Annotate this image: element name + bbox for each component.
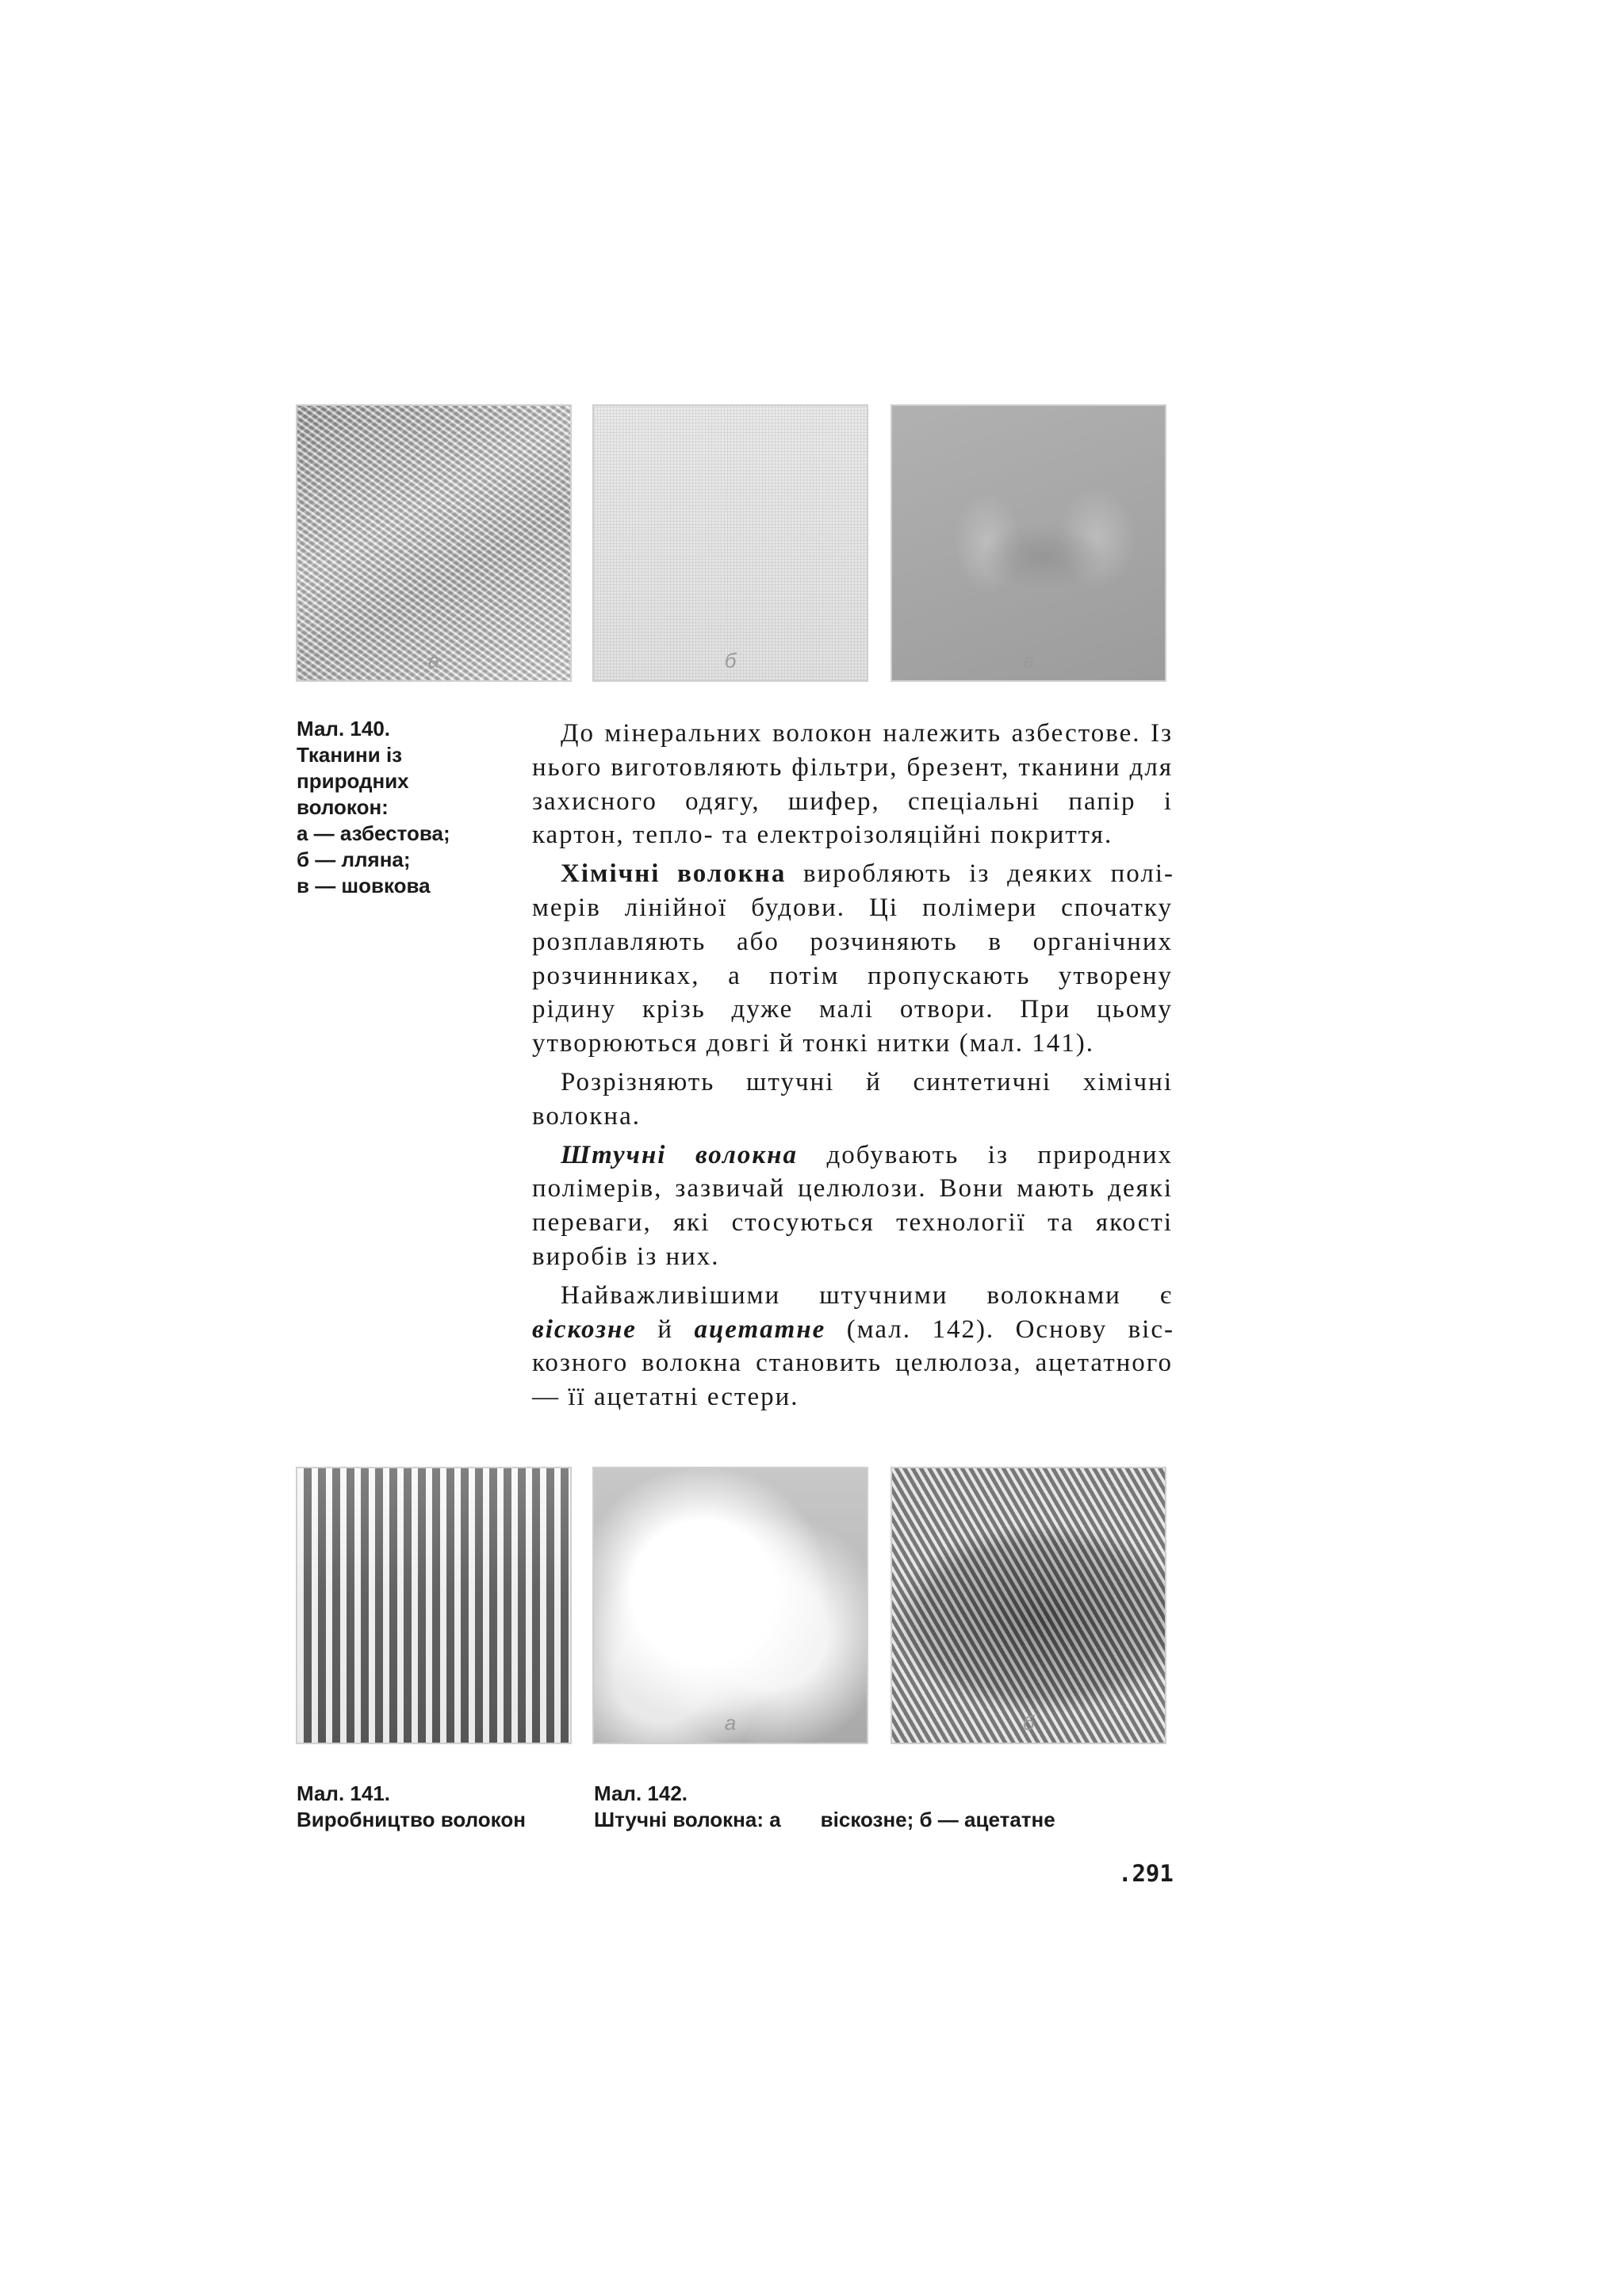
paragraph-chemical-fibers — [532, 857, 1173, 1061]
linen-fabric-photo — [592, 404, 868, 682]
figure-140-caption — [297, 716, 450, 899]
caption-line: Виробництво волокон — [297, 1808, 526, 1831]
caption-line: Мал. 141. — [297, 1781, 391, 1805]
paragraph-viscose-acetate — [532, 1279, 1173, 1414]
fiber-production-photo — [296, 1467, 572, 1744]
caption-part: Штучні волокна: а — [594, 1808, 781, 1831]
caption-line: б — лляна; — [297, 848, 411, 871]
body-text — [532, 717, 1173, 1419]
caption-line: природних — [297, 769, 409, 793]
silk-fabric-photo — [891, 404, 1166, 682]
figure-141-caption — [297, 1781, 526, 1833]
asbestos-fabric-photo — [296, 404, 572, 682]
paragraph-text: (мал. 142). Основу віскозного волокна становить целюлоза, ацетатного — її ацетатні естери. — [532, 1314, 1173, 1412]
caption-line — [594, 1807, 1055, 1833]
term-artificial-fibers: Штучні волокна — [561, 1140, 798, 1169]
paragraph-text: виробляють із деяких полімерів лінійної будови. Ці полімери спочатку розплавляють або розчиняють в органічних розчинниках, а потім пропускають утворену рідину крізь дуже малі отвори. При цьому утворюються довгі й тонкі нитки (мал. 141). — [532, 859, 1173, 1058]
photo-letter: б — [1022, 1711, 1035, 1735]
term-chemical-fibers: Хімічні волокна — [561, 859, 787, 889]
paragraph-artificial-fibers — [532, 1138, 1173, 1274]
caption-line: Тканини із — [297, 743, 403, 767]
caption-line: в — шовкова — [297, 874, 431, 897]
term-acetate: ацетатне — [694, 1314, 826, 1344]
photo-letter: б — [724, 649, 737, 672]
paragraph-text: добувають із природних полімерів, зазвичай целюлози. Вони мають деякі переваги, які стосуються технології та якості виробів із них. — [532, 1140, 1173, 1271]
paragraph-types: Розрізняють штучні й синтетичні хімічні волокна. — [532, 1067, 1173, 1131]
caption-line: волокон: — [297, 795, 389, 819]
paragraph-mineral-fibers: До мінеральних волокон належить азбестове. Із нього виготовляють фільтри, брезент, тканини для захисного одягу, шифер, спеціальні папір і картон, тепло- та електроізоляційні покриття. — [532, 719, 1173, 850]
paragraph-text: Найважливішими штучними волокнами є — [561, 1280, 1173, 1310]
acetate-fiber-photo — [891, 1467, 1166, 1744]
photo-letter: а — [427, 649, 440, 672]
term-viscose: віскозне — [532, 1314, 637, 1344]
page-number: .291 — [1118, 1860, 1174, 1887]
photo-letter: а — [724, 1711, 737, 1735]
caption-line: Мал. 140. — [297, 717, 391, 740]
caption-line: а — азбестова; — [297, 821, 450, 845]
caption-line: Мал. 142. — [594, 1781, 688, 1805]
photo-letter: в — [1023, 649, 1034, 672]
viscose-fiber-photo — [592, 1467, 868, 1744]
caption-part: віскозне; б — ацетатне — [820, 1808, 1055, 1831]
paragraph-text: й — [636, 1314, 695, 1344]
figure-142-caption — [594, 1781, 1055, 1833]
